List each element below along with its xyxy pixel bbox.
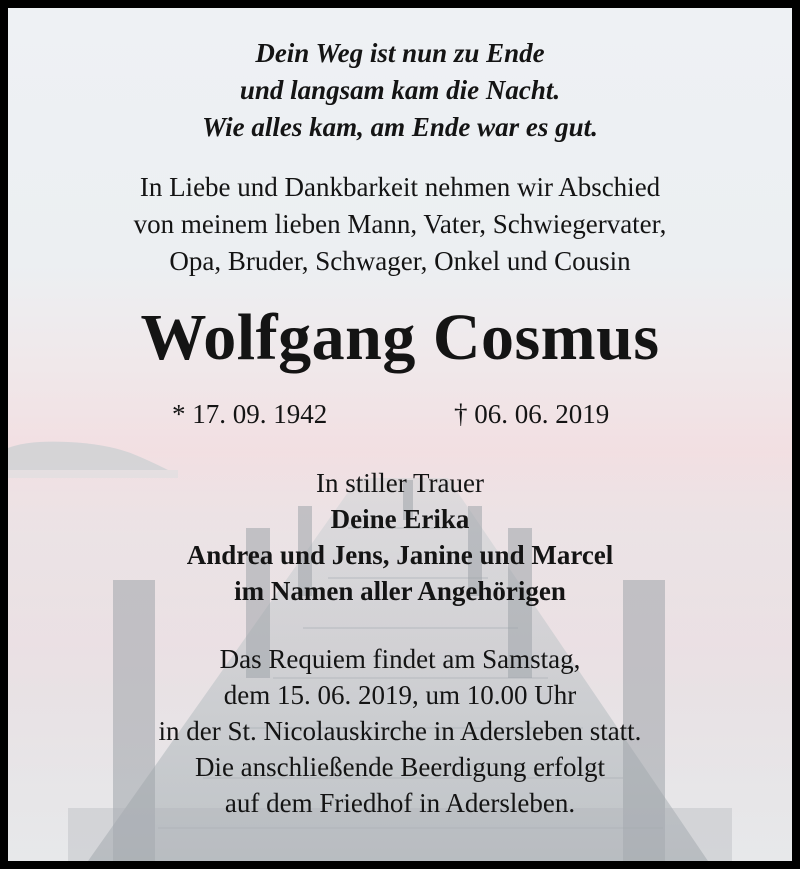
service-line: Die anschließende Beerdigung erfolgt	[194, 752, 606, 782]
mourner-line: Deine Erika	[330, 504, 470, 534]
obituary-card	[8, 8, 792, 861]
farewell-line: In Liebe und Dankbarkeit nehmen wir Abschied	[139, 172, 661, 202]
service-line: Das Requiem findet am Samstag,	[219, 644, 581, 674]
poem-line: Wie alles kam, am Ende war es gut.	[202, 112, 598, 142]
birth-date: * 17. 09. 1942	[172, 399, 328, 429]
service-line: in der St. Nicolauskirche in Adersleben statt.	[158, 716, 642, 746]
poem-line: und langsam kam die Nacht.	[239, 75, 561, 105]
death-date: † 06. 06. 2019	[454, 399, 610, 429]
deceased-name: Wolfgang Cosmus	[140, 301, 660, 374]
mourner-line: im Namen aller Angehörigen	[234, 576, 566, 606]
mourner-line: Andrea und Jens, Janine und Marcel	[186, 540, 614, 570]
service-line: dem 15. 06. 2019, um 10.00 Uhr	[223, 680, 577, 710]
mourning-intro: In stiller Trauer	[316, 468, 484, 498]
poem-line: Dein Weg ist nun zu Ende	[255, 38, 545, 68]
farewell-line: Opa, Bruder, Schwager, Onkel und Cousin	[169, 246, 631, 276]
farewell-line: von meinem lieben Mann, Vater, Schwiegervater,	[133, 209, 667, 239]
service-line: auf dem Friedhof in Adersleben.	[224, 788, 576, 818]
